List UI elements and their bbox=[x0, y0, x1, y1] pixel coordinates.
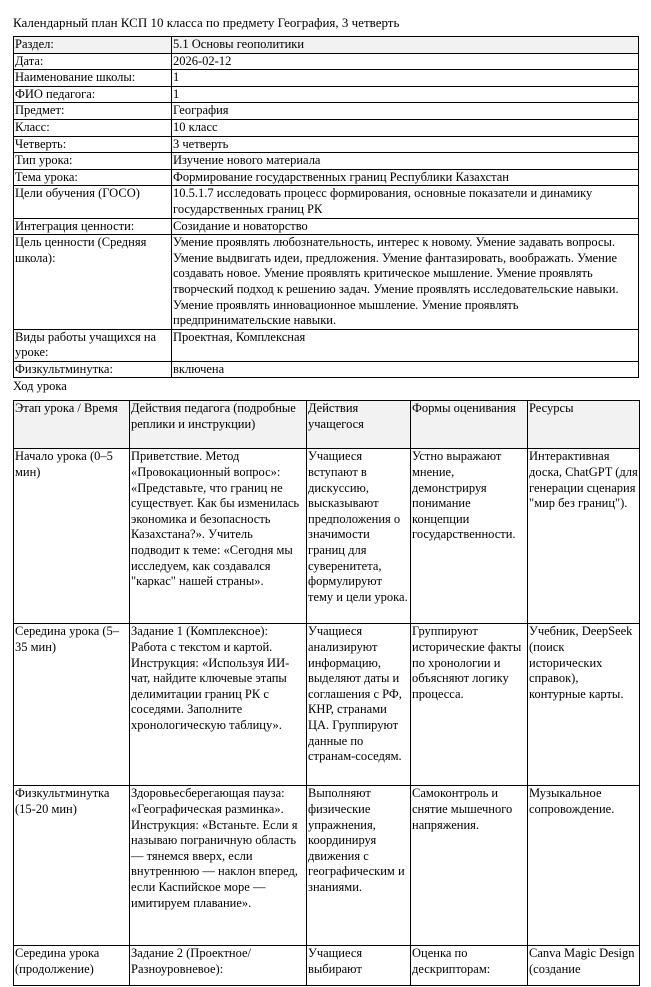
header-student: Действия учащегося bbox=[307, 401, 411, 449]
lesson-row bbox=[14, 449, 640, 624]
lesson-cell-teacher: Задание 2 (Проектное/Разноуровневое): bbox=[130, 946, 307, 986]
info-row bbox=[14, 235, 639, 330]
info-row bbox=[14, 153, 639, 170]
info-label: Класс: bbox=[14, 119, 172, 136]
info-row bbox=[14, 218, 639, 235]
info-label: Тип урока: bbox=[14, 153, 172, 170]
info-label: Предмет: bbox=[14, 103, 172, 120]
info-row bbox=[14, 361, 639, 378]
section-title: Ход урока bbox=[13, 379, 67, 394]
lesson-cell-stage: Физкультминутка (15-20 мин) bbox=[14, 786, 130, 946]
lesson-cell-student: Учащиеся выбирают bbox=[307, 946, 411, 986]
info-row bbox=[14, 169, 639, 186]
info-label: Дата: bbox=[14, 53, 172, 70]
lesson-cell-assessment: Самоконтроль и снятие мышечного напряжения. bbox=[411, 786, 528, 946]
lesson-cell-student: Выполняют физические упражнения, координируя движения с географическим и знаниями. bbox=[307, 786, 411, 946]
header-resources: Ресурсы bbox=[528, 401, 640, 449]
info-row bbox=[14, 37, 639, 54]
info-label: Наименование школы: bbox=[14, 70, 172, 87]
info-row bbox=[14, 53, 639, 70]
info-row bbox=[14, 329, 639, 361]
lesson-cell-resources: Музыкальное сопровождение. bbox=[528, 786, 640, 946]
info-value: География bbox=[172, 103, 639, 120]
info-value: 1 bbox=[172, 70, 639, 87]
lesson-header-row bbox=[14, 401, 640, 449]
info-value: Проектная, Комплексная bbox=[172, 329, 639, 361]
info-row bbox=[14, 186, 639, 218]
header-assessment: Формы оценивания bbox=[411, 401, 528, 449]
info-label: Интеграция ценности: bbox=[14, 218, 172, 235]
lesson-row bbox=[14, 624, 640, 786]
lesson-cell-stage: Середина урока (продолжение) bbox=[14, 946, 130, 986]
lesson-cell-assessment: Устно выражают мнение, демонстрируя понимание концепции государственности. bbox=[411, 449, 528, 624]
info-label: Раздел: bbox=[14, 37, 172, 54]
info-value: 2026-02-12 bbox=[172, 53, 639, 70]
lesson-cell-stage: Начало урока (0–5 мин) bbox=[14, 449, 130, 624]
info-label: Четверть: bbox=[14, 136, 172, 153]
info-label: Цель ценности (Средняя школа): bbox=[14, 235, 172, 330]
lesson-info-table bbox=[13, 36, 639, 378]
info-value: включена bbox=[172, 361, 639, 378]
info-label: ФИО педагога: bbox=[14, 86, 172, 103]
lesson-cell-teacher: Задание 1 (Комплексное): Работа с текстом и картой. Инструкция: «Используя ИИ-чат, найдите ключевые этапы делимитации границ РК с соседями. Заполните хронологическую таблицу». bbox=[130, 624, 307, 786]
info-value: 5.1 Основы геополитики bbox=[172, 37, 639, 54]
info-row bbox=[14, 103, 639, 120]
info-value: Умение проявлять любознательность, интерес к новому. Умение задавать вопросы. Умение выдвигать идеи, предложения. Умение фантазировать, воображать. Умение создавать новое. Умение проявлять критическое мышление. Умение проявлять творческий подход к решению задач. Умение проявлять исследовательские навыки. Умение проявлять инновационное мышление. Умение проявлять предпринимательские навыки. bbox=[172, 235, 639, 330]
info-row bbox=[14, 86, 639, 103]
info-row bbox=[14, 136, 639, 153]
info-row bbox=[14, 119, 639, 136]
lesson-cell-stage: Середина урока (5–35 мин) bbox=[14, 624, 130, 786]
info-value: 10.5.1.7 исследовать процесс формирования, основные показатели и динамику государственных границ РК bbox=[172, 186, 639, 218]
lesson-cell-resources: Интерактивная доска, ChatGPT (для генерации сценария "мир без границ"). bbox=[528, 449, 640, 624]
lesson-cell-teacher: Здоровьесберегающая пауза: «Географическая разминка». Инструкция: «Встаньте. Если я называю пограничную область — тянемся вверх, если внутреннюю — наклон вперед, если Каспийское море — имитируем плавание». bbox=[130, 786, 307, 946]
lesson-row bbox=[14, 946, 640, 986]
lesson-cell-assessment: Оценка по дескрипторам: bbox=[411, 946, 528, 986]
info-label: Тема урока: bbox=[14, 169, 172, 186]
info-value: Изучение нового материала bbox=[172, 153, 639, 170]
lesson-plan-table bbox=[13, 400, 640, 986]
info-value: 10 класс bbox=[172, 119, 639, 136]
info-label: Виды работы учащихся на уроке: bbox=[14, 329, 172, 361]
lesson-cell-student: Учащиеся вступают в дискуссию, высказывают предположения о значимости границ для суверенитета, формулируют тему и цели урока. bbox=[307, 449, 411, 624]
document-title: Календарный план КСП 10 класса по предмету География, 3 четверть bbox=[13, 15, 400, 30]
info-row bbox=[14, 70, 639, 87]
info-label: Физкультминутка: bbox=[14, 361, 172, 378]
info-value: Созидание и новаторство bbox=[172, 218, 639, 235]
info-value: Формирование государственных границ Республики Казахстан bbox=[172, 169, 639, 186]
header-stage: Этап урока / Время bbox=[14, 401, 130, 449]
info-label: Цели обучения (ГОСО) bbox=[14, 186, 172, 218]
lesson-cell-resources: Canva Magic Design (создание bbox=[528, 946, 640, 986]
lesson-cell-teacher: Приветствие. Метод «Провокационный вопрос»: «Представьте, что границ не существует. Как бы изменилась экономика и безопасность Казахстана?». Учитель подводит к теме: «Сегодня мы исследуем, как создавался "каркас" нашей страны». bbox=[130, 449, 307, 624]
info-value: 1 bbox=[172, 86, 639, 103]
lesson-row bbox=[14, 786, 640, 946]
lesson-cell-assessment: Группируют исторические факты по хронологии и объясняют логику процесса. bbox=[411, 624, 528, 786]
lesson-cell-resources: Учебник, DeepSeek (поиск исторических справок), контурные карты. bbox=[528, 624, 640, 786]
info-value: 3 четверть bbox=[172, 136, 639, 153]
header-teacher: Действия педагога (подробные реплики и инструкции) bbox=[130, 401, 307, 449]
lesson-cell-student: Учащиеся анализируют информацию, выделяют даты и соглашения с РФ, КНР, странами ЦА. Группируют данные по странам-соседям. bbox=[307, 624, 411, 786]
